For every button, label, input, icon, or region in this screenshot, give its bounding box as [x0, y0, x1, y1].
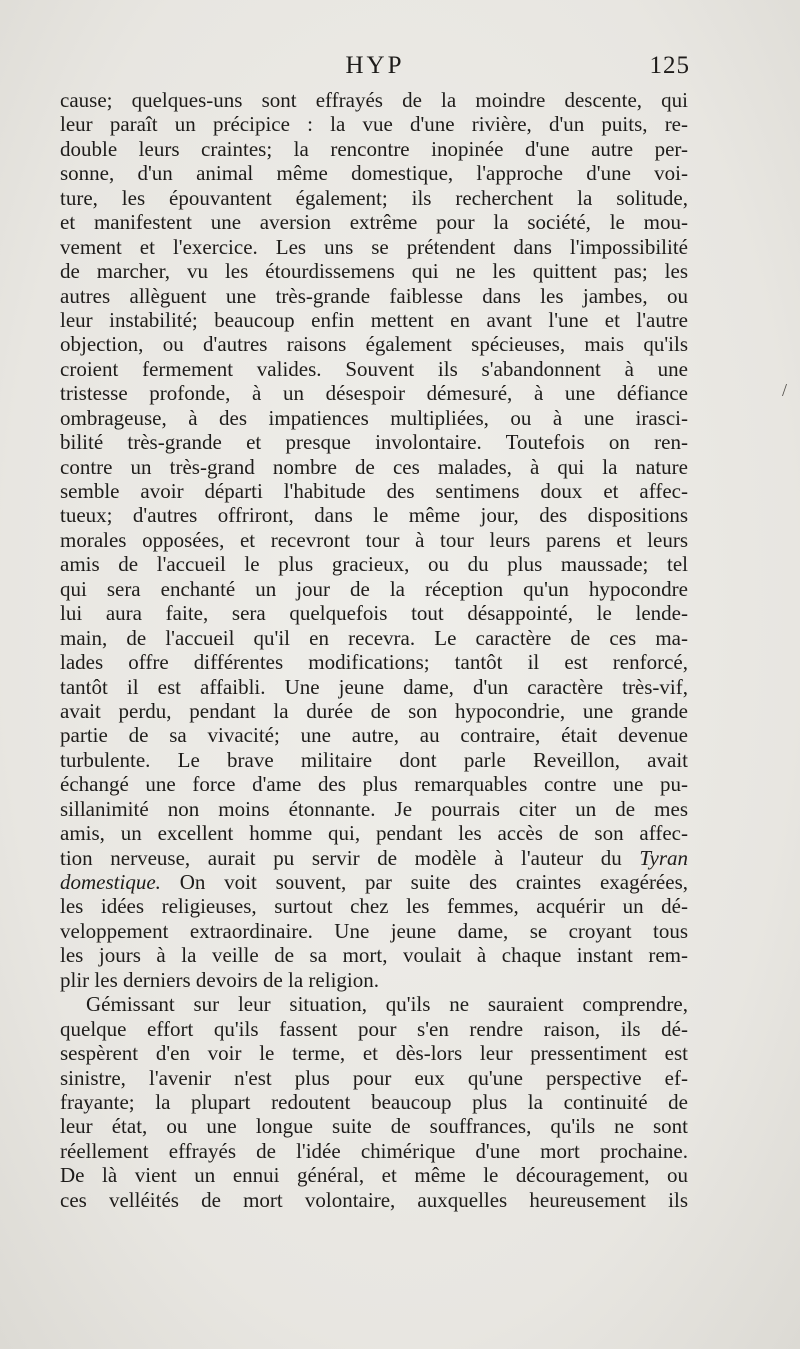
running-head	[60, 52, 690, 86]
text-line: objection, ou d'autres raisons également spécieuses, mais qu'ils	[60, 332, 688, 357]
text-line: amis de l'accueil le plus gracieux, ou du plus maussade; tel	[60, 552, 688, 577]
body-text	[60, 88, 688, 1212]
text-line: tantôt il est affaibli. Une jeune dame, d'un caractère très-vif,	[60, 674, 688, 699]
paragraph-2	[60, 992, 688, 1212]
running-head-title: HYP	[345, 52, 405, 79]
text-line: tristesse profonde, à un désespoir démesuré, à une défiance	[60, 381, 688, 406]
italic-title: domestique.	[60, 870, 161, 894]
text-line: avait perdu, pendant la durée de son hypocondrie, une grande	[60, 698, 688, 723]
text-line: lades offre différentes modifications; tantôt il est renforcé,	[60, 650, 688, 675]
text-line: semble avoir départi l'habitude des sentimens doux et affec-	[60, 479, 688, 503]
text-line: De là vient un ennui général, et même le découragement, ou	[60, 1163, 688, 1188]
page-number: 125	[649, 52, 690, 79]
text-line: sinistre, l'avenir n'est plus pour eux qu'une perspective ef-	[60, 1065, 688, 1090]
text-line: contre un très-grand nombre de ces malades, à qui la nature	[60, 454, 688, 479]
text-line: ombrageuse, à des impatiences multipliées, ou à une irasci-	[60, 405, 688, 430]
text-line: Gémissant sur leur situation, qu'ils ne sauraient comprendre,	[86, 992, 688, 1017]
text-line: cause; quelques-uns sont effrayés de la moindre descente, qui	[60, 88, 688, 112]
text-line: qui sera enchanté un jour de la réception qu'un hypocondre	[60, 576, 688, 601]
text-line: sonne, d'un animal même domestique, l'approche d'une voi-	[60, 161, 688, 186]
text-line: sillanimité non moins étonnante. Je pourrais citer un de mes	[60, 796, 688, 821]
text-line: les idées religieuses, surtout chez les femmes, acquérir un dé-	[60, 894, 688, 919]
text-line: domestique. On voit souvent, par suite des craintes exagérées,	[60, 870, 688, 894]
text-line: et manifestent une aversion extrême pour la société, le mou-	[60, 210, 688, 235]
text-line: bilité très-grande et presque involontaire. Toutefois on ren-	[60, 430, 688, 455]
text-line: tion nerveuse, aurait pu servir de modèle à l'auteur du Tyran	[60, 845, 688, 870]
text-line: de marcher, vu les étourdissemens qui ne les quittent pas; les	[60, 259, 688, 284]
text-line: leur paraît un précipice : la vue d'une rivière, d'un puits, re-	[60, 112, 688, 137]
text-line: amis, un excellent homme qui, pendant les accès de son affec-	[60, 821, 688, 846]
text-line: autres allèguent une très-grande faiblesse dans les jambes, ou	[60, 283, 688, 308]
text-line: tueux; d'autres offriront, dans le même jour, des dispositions	[60, 503, 688, 528]
text-line: double leurs craintes; la rencontre inopinée d'une autre per-	[60, 136, 688, 161]
text-line: leur état, ou une longue suite de souffrances, qu'ils ne sont	[60, 1114, 688, 1139]
text-line: leur instabilité; beaucoup enfin mettent en avant l'une et l'autre	[60, 307, 688, 332]
italic-title: Tyran	[639, 845, 688, 870]
text-line: veloppement extraordinaire. Une jeune dame, se croyant tous	[60, 918, 688, 943]
text-line: sespèrent d'en voir le terme, et dès-lors leur pressentiment est	[60, 1041, 688, 1066]
text-line: réellement effrayés de l'idée chimérique d'une mort prochaine.	[60, 1138, 688, 1163]
text-line: lui aura faite, sera quelquefois tout désappointé, le lende-	[60, 601, 688, 626]
text-line: croient fermement valides. Souvent ils s'abandonnent à une	[60, 356, 688, 381]
text-line: partie de sa vivacité; une autre, au contraire, était devenue	[60, 723, 688, 748]
text-line: plir les derniers devoirs de la religion.	[60, 967, 379, 992]
text-line: ture, les épouvantent également; ils recherchent la solitude,	[60, 185, 688, 210]
text-line: les jours à la veille de sa mort, voulait à chaque instant rem-	[60, 943, 688, 968]
text-line: main, de l'accueil qu'il en recevra. Le caractère de ces ma-	[60, 625, 688, 650]
text-line: échangé une force d'ame des plus remarquables contre une pu-	[60, 772, 688, 797]
margin-pencil-mark: /	[782, 380, 788, 400]
text-line: turbulente. Le brave militaire dont parle Reveillon, avait	[60, 747, 688, 772]
text-line: vement et l'exercice. Les uns se prétendent dans l'impossibilité	[60, 234, 688, 259]
text-line: morales opposées, et recevront tour à tour leurs parens et leurs	[60, 527, 688, 552]
paragraph-1	[60, 88, 688, 992]
text-line: ces velléités de mort volontaire, auxquelles heureusement ils	[60, 1187, 688, 1212]
text-line: quelque effort qu'ils fassent pour s'en rendre raison, ils dé-	[60, 1016, 688, 1041]
text-line: frayante; la plupart redoutent beaucoup plus la continuité de	[60, 1089, 688, 1114]
